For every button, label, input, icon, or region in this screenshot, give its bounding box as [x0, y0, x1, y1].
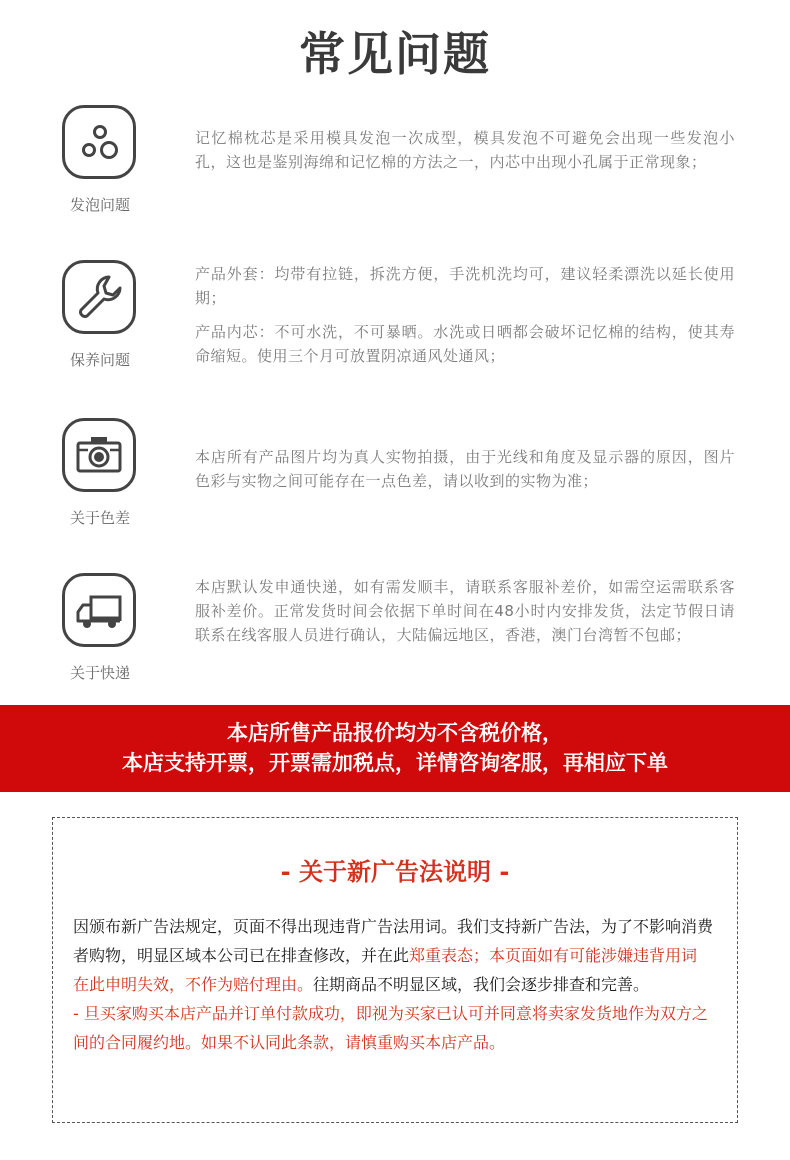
faq-paragraph: 产品内芯：不可水洗，不可暴晒。水洗或日晒都会破坏记忆棉的结构，使其寿命缩短。使用三个月可放置阴凉通风处通风； — [195, 323, 735, 365]
ad-law-notice — [52, 817, 738, 1123]
faq-label: 保养问题 — [69, 351, 130, 369]
faq-answer — [195, 126, 735, 174]
banner-line-1: 本店所售产品报价均为不含税价格， — [227, 721, 563, 745]
faq-label: 关于色差 — [69, 509, 130, 527]
notice-paragraph-1 — [73, 912, 713, 999]
bubbles-icon — [62, 105, 136, 179]
faq-paragraph: 记忆棉枕芯是采用模具发泡一次成型，模具发泡不可避免会出现一些发泡小孔，这也是鉴别海绵和记忆棉的方法之一，内芯中出现小孔属于正常现象； — [195, 129, 735, 171]
faq-paragraph: 本店默认发申通快递，如有需发顺丰，请联系客服补差价，如需空运需联系客服补差价。正常发货时间会依据下单时间在48小时内安排发货，法定节假日请联系在线客服人员进行确认，大陆偏远地区，香港，澳门台湾暂不包邮； — [195, 578, 735, 644]
faq-paragraph: 本店所有产品图片均为真人实物拍摄，由于光线和角度及显示器的原因，图片色彩与实物之间可能存在一点色差，请以收到的实物为准； — [195, 448, 735, 490]
notice-title: - 关于新广告法说明 - — [280, 858, 510, 886]
notice-text: 往期商品不明显区域，我们会逐步排查和完善。 — [313, 975, 650, 994]
banner-line-2: 本店支持开票，开票需加税点，详情咨询客服，再相应下单 — [122, 751, 668, 775]
tax-notice-banner — [0, 705, 790, 792]
page-title: 常见问题 — [299, 27, 491, 81]
wrench-icon — [62, 260, 136, 334]
faq-answer — [195, 445, 735, 493]
notice-highlight: 郑重表态；本页面如有可能涉嫌违背用词在此申明失效，不作为赔付理由。 — [73, 946, 698, 994]
notice-paragraph-2: - 旦买家购买本店产品并订单付款成功，即视为买家已认可并同意将卖家发货地作为双方之间的合同履约地。如果不认同此条款，请慎重购买本店产品。 — [73, 1004, 708, 1052]
faq-answer — [195, 575, 735, 647]
faq-label: 关于快递 — [69, 664, 130, 682]
faq-label: 发泡问题 — [69, 196, 130, 214]
faq-paragraph: 产品外套：均带有拉链，拆洗方便，手洗机洗均可，建议轻柔漂洗以延长使用期； — [195, 265, 735, 307]
camera-icon — [62, 418, 136, 492]
faq-answer — [195, 262, 735, 368]
notice-body — [73, 912, 713, 1057]
notice-text: 因颁布新广告法规定，页面不得出现违背广告法用词。我们支持新广告法，为了不影响消费者购物，明显区域本公司已在排查修改，并在此 — [73, 917, 714, 965]
truck-icon — [62, 573, 136, 647]
